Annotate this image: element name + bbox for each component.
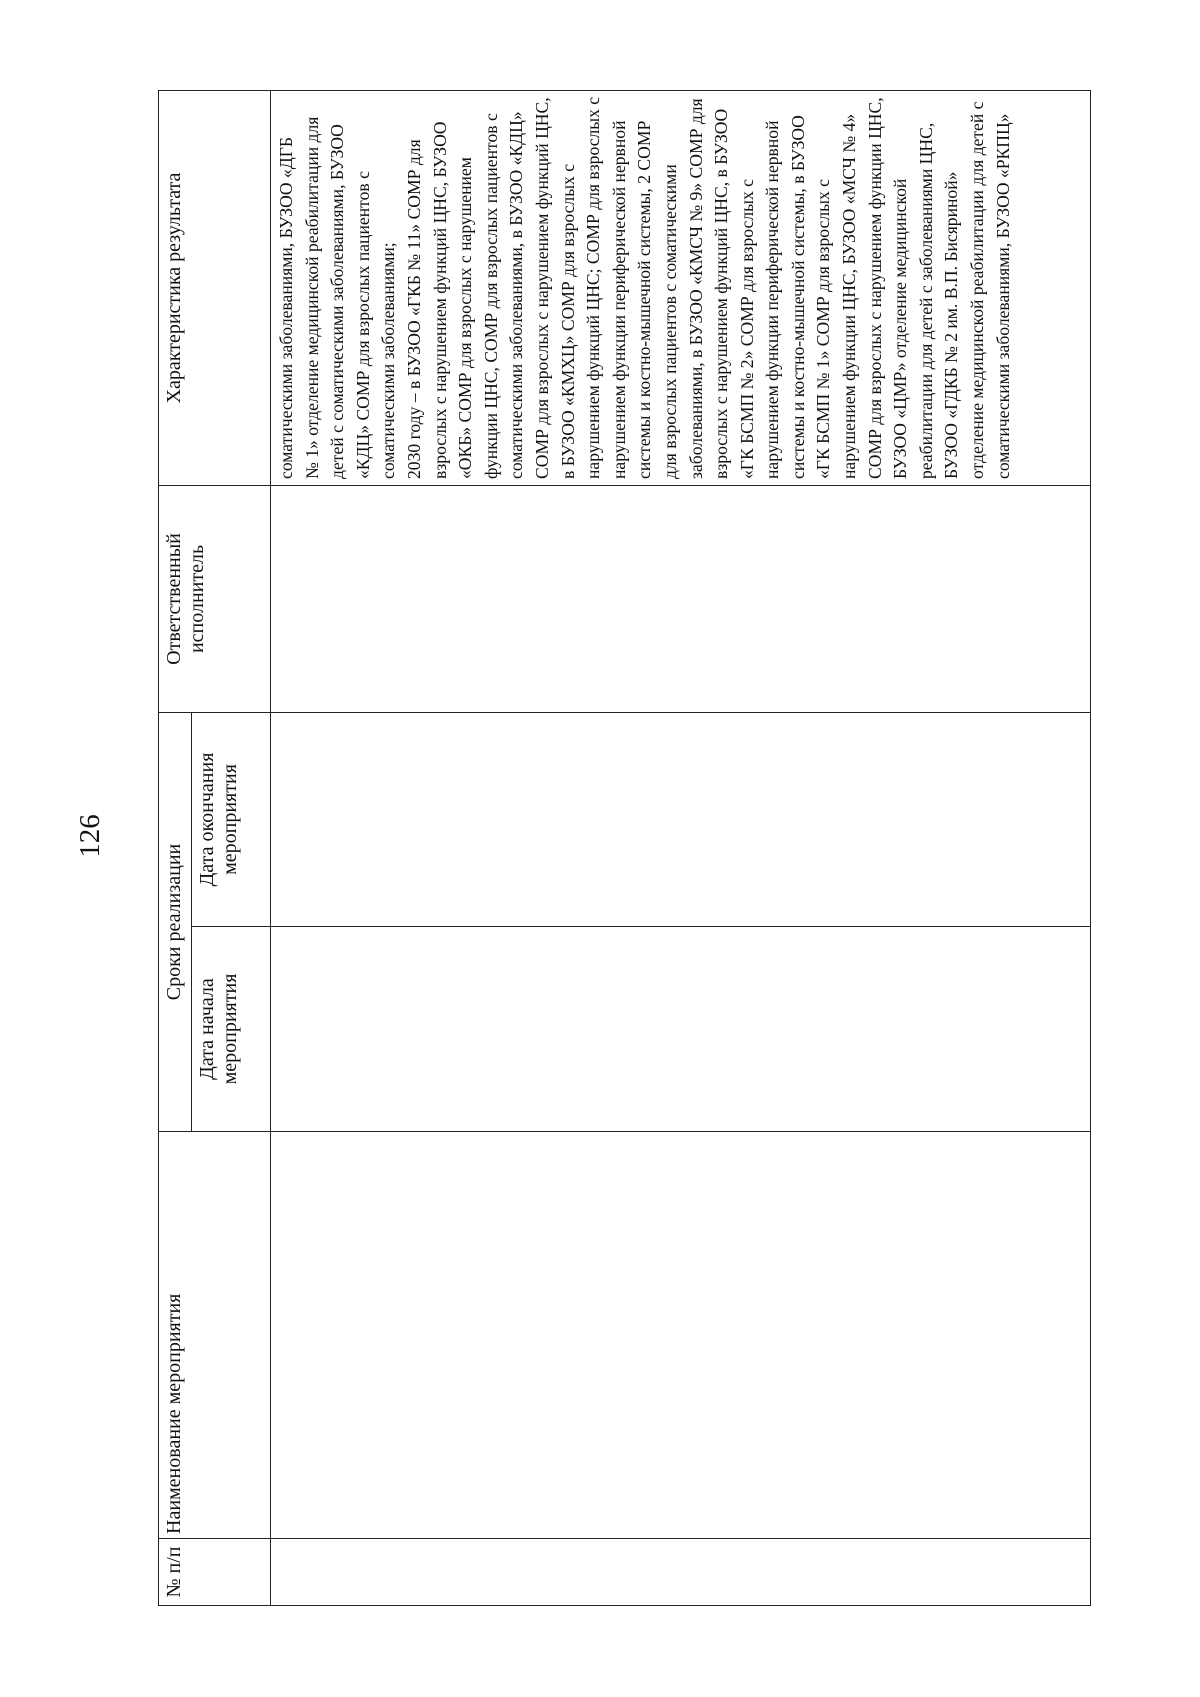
result-line: соматическими заболеваниями;	[378, 242, 399, 479]
result-line: детей с соматическими заболеваниями, БУЗОО	[327, 124, 348, 479]
page-number: 126	[74, 814, 106, 858]
result-line: БУЗОО «ГДКБ № 2 им. В.П. Бисяриной»	[941, 171, 962, 479]
cell-number	[271, 1539, 1091, 1606]
result-line: соматическими заболеваниями, в БУЗОО «КДЦ»	[506, 111, 527, 479]
cell-start-date	[271, 927, 1091, 1132]
result-line: «ГК БСМП № 2» СОМР для взрослых с	[736, 179, 757, 479]
result-line: соматическими заболеваниями, БУЗОО «РКПЦ»	[992, 113, 1013, 479]
header-number: № п/п	[159, 1539, 271, 1606]
result-line: «ОКБ» СОМР для взрослых с нарушением	[455, 157, 476, 479]
result-line: нарушением функции периферической нервной	[762, 120, 783, 479]
header-implementation-terms: Сроки реализации	[159, 712, 192, 1131]
header-measure-name: Наименование мероприятия	[159, 1132, 271, 1539]
result-line: БУЗОО «ЦМР» отделение медицинской	[890, 178, 911, 479]
result-line: реабилитации для детей с заболеваниями ЦНС,	[915, 122, 936, 479]
result-line: «ГК БСМП № 1» СОМР для взрослых с	[813, 179, 834, 479]
result-line: отделение медицинской реабилитации для детей с	[967, 101, 988, 479]
cell-end-date	[271, 712, 1091, 926]
result-line: для взрослых пациентов с соматическими	[659, 164, 680, 479]
measures-table	[158, 90, 1091, 1606]
header-start-date: Дата начала мероприятия	[192, 927, 271, 1132]
header-result: Характеристика результата	[159, 90, 271, 485]
result-line: № 1» отделение медицинской реабилитации для	[301, 116, 322, 479]
header-end-date: Дата окончания мероприятия	[192, 712, 271, 926]
result-line: взрослых с нарушением функций ЦНС, в БУЗОО	[711, 108, 732, 479]
cell-result	[271, 90, 1091, 485]
result-line: заболеваниями, в БУЗОО «КМСЧ № 9» СОМР для	[685, 98, 706, 479]
result-line: СОМР для взрослых с нарушением функции ЦНС,	[864, 97, 885, 479]
result-line: 2030 году – в БУЗОО «ГКБ № 11» СОМР для	[403, 139, 424, 479]
result-line: нарушением функции периферической нервной	[608, 120, 629, 479]
result-line: функции ЦНС, СОМР для взрослых пациентов с	[480, 113, 501, 479]
table-row	[271, 90, 1091, 1605]
result-line: в БУЗОО «КМХЦ» СОМР для взрослых с	[557, 163, 578, 479]
result-line: СОМР для взрослых с нарушением функций ЦНС,	[531, 97, 552, 479]
result-line: системы и костно-мышечной системы, 2 СОМР	[634, 120, 655, 479]
result-line: соматическими заболеваниями, БУЗОО «ДГБ	[276, 137, 296, 479]
cell-responsible	[271, 485, 1091, 712]
rotated-page-content	[158, 91, 1088, 1606]
cell-measure-name	[271, 1132, 1091, 1539]
result-line: нарушением функций ЦНС; СОМР для взрослых с	[583, 96, 604, 479]
result-line: системы и костно-мышечной системы, в БУЗОО	[787, 115, 808, 479]
header-responsible: Ответственный исполнитель	[159, 485, 271, 712]
result-line: нарушением функции ЦНС, БУЗОО «МСЧ № 4»	[839, 113, 860, 479]
result-line: взрослых с нарушением функций ЦНС, БУЗОО	[429, 121, 450, 479]
result-line: «КДЦ» СОМР для взрослых пациентов с	[352, 171, 373, 479]
